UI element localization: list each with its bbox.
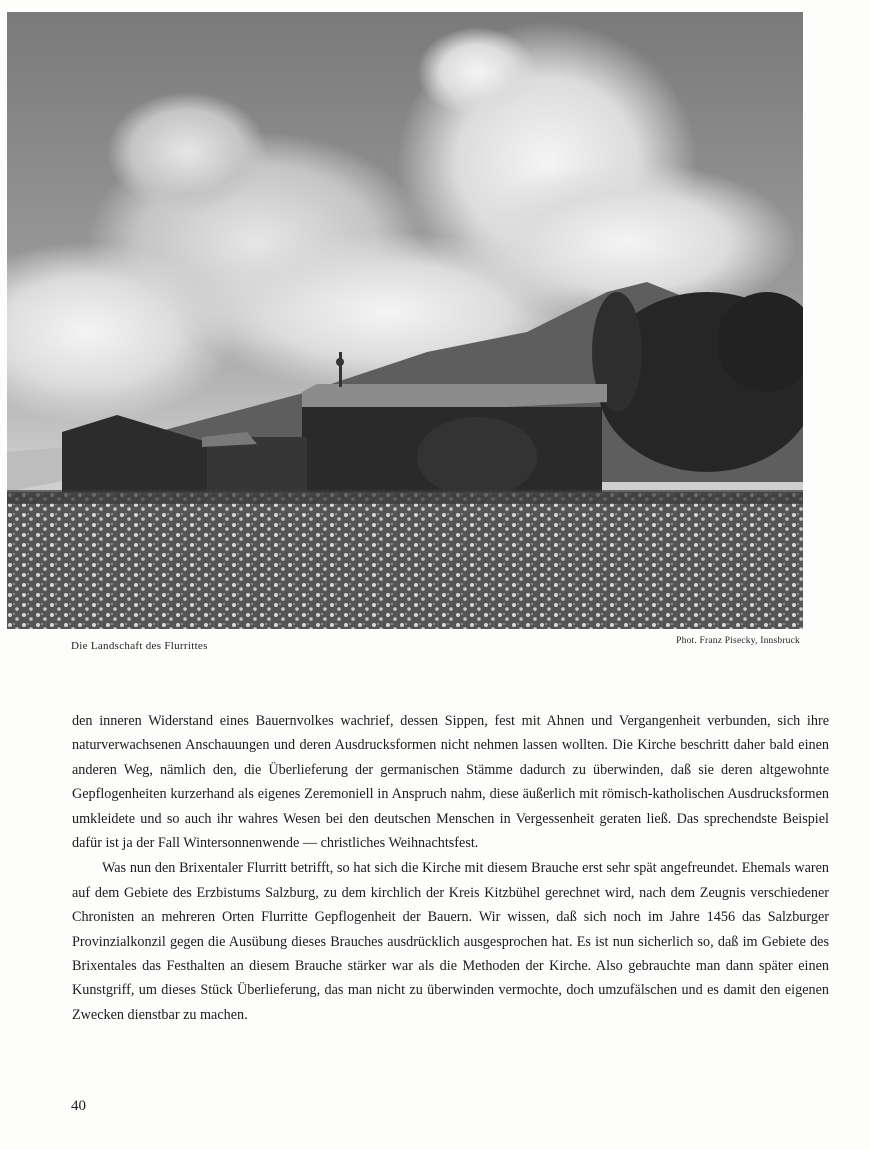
paragraph-1: den inneren Widerstand eines Bauernvolkes wachrief, dessen Sippen, fest mit Ahnen und Vergangenheit verbunden, sich ihre naturverwachsenen Anschauungen und deren Ausdrucksformen nicht nehmen lassen wollten. Die Kirche beschritt daher bald einen anderen Weg, nämlich den, die Überlieferung der germanischen Stämme dadurch zu überwinden, daß sie deren altgewohnte Gepflogenheiten kurzerhand als eigenes Zeremoniell in Anspruch nahm, diese äußerlich mit römisch-katholischen Ausdrucksformen umkleidete und so auch ihr wahres Wesen bei den deutschen Menschen in Vergessenheit geraten ließ. Das sprechendste Beispiel dafür ist ja der Fall Wintersonnenwende — christliches Weihnachtsfest.	[72, 713, 829, 852]
body-text	[72, 709, 829, 1027]
page-number: 40	[71, 1098, 86, 1114]
paragraph-2: Was nun den Brixentaler Flurritt betrifft, so hat sich die Kirche mit diesem Brauche erst sehr spät angefreundet. Ehemals waren auf dem Gebiete des Erzbistums Salzburg, zu dem kirchlich der Kreis Kitzbühel gerechnet wird, nach dem Zeugnis verschiedener Chronisten an mehreren Orten Flurritte Gepflogenheit der Bauern. Wir wissen, daß sich noch im Jahre 1456 das Salzburger Provinzialkonzil gegen die Ausübung dieses Brauches ausdrücklich ausgesprochen hat. Es ist nun sicherlich so, daß im Gebiete des Brixentales das Festhalten an diesem Brauche stärker war als die Methoden der Kirche. Also gebrauchte man dann später einen Kunstgriff, um dieses Stück Überlieferung, das man nicht zu überwinden vermochte, doch umzufälschen und es damit den eigenen Zwecken dienstbar zu machen.	[72, 860, 829, 1023]
landscape-photo-icon	[7, 12, 803, 629]
photo-credit: Phot. Franz Pisecky, Innsbruck	[676, 636, 800, 646]
photo-caption: Die Landschaft des Flurrittes	[71, 640, 208, 652]
landscape-photo	[7, 12, 803, 629]
